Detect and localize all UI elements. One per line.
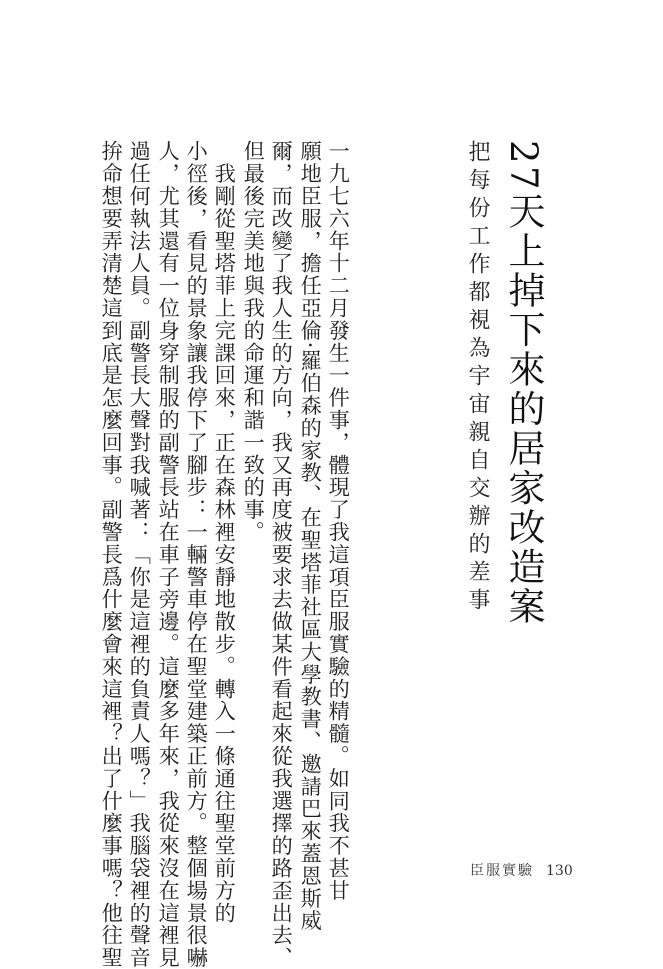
body-line-1: 一九七六年十二月發生一件事，體現了我這項臣服實驗的精髓。如同我不甚甘 [326,140,352,902]
body-line-5: 我剛從聖塔菲上完課回來，正在森林裡安靜地散步。轉入一條通往聖堂前方的 [212,140,238,924]
chapter-number: 27 [502,140,545,193]
running-book-title: 臣服實驗 [470,863,534,879]
body-line-7: 人，尤其還有一位身穿制服的副警長站在車子旁邊。這麼多年來，我從來沒在這裡見 [156,140,182,969]
chapter-heading [502,140,545,627]
page-number: 130 [546,863,573,879]
chapter-title: 天上掉下來的居家改造案 [502,192,545,627]
body-line-2: 願地臣服，擔任亞倫·羅伯森的家教、在聖塔菲社區大學教書、邀請巴來蓋恩斯威 [298,140,324,932]
body-line-4: 但最後完美地與我的命運和諧一致的事。 [241,140,267,544]
body-line-8: 過任何執法人員。副警長大聲對我喊著：「你是這裡的負責人嗎？」我腦袋裡的聲音 [127,140,153,969]
body-line-6: 小徑後，看見的景象讓我停下了腳步：一輛警車停在聖堂建築正前方。整個場景很嚇 [184,140,210,969]
page-footer [470,860,573,880]
body-line-9: 拚命想要弄清楚這到底是怎麼回事。副警長爲什麼會來這裡？出了什麼事嗎？他往聖 [99,140,125,969]
body-line-3: 爾，而改變了我人生的方向，我又再度被要求去做某件看起來從我選擇的路歪出去、 [269,140,295,969]
chapter-subtitle: 把每份工作都視為宇宙親自交辦的差事 [465,140,490,616]
